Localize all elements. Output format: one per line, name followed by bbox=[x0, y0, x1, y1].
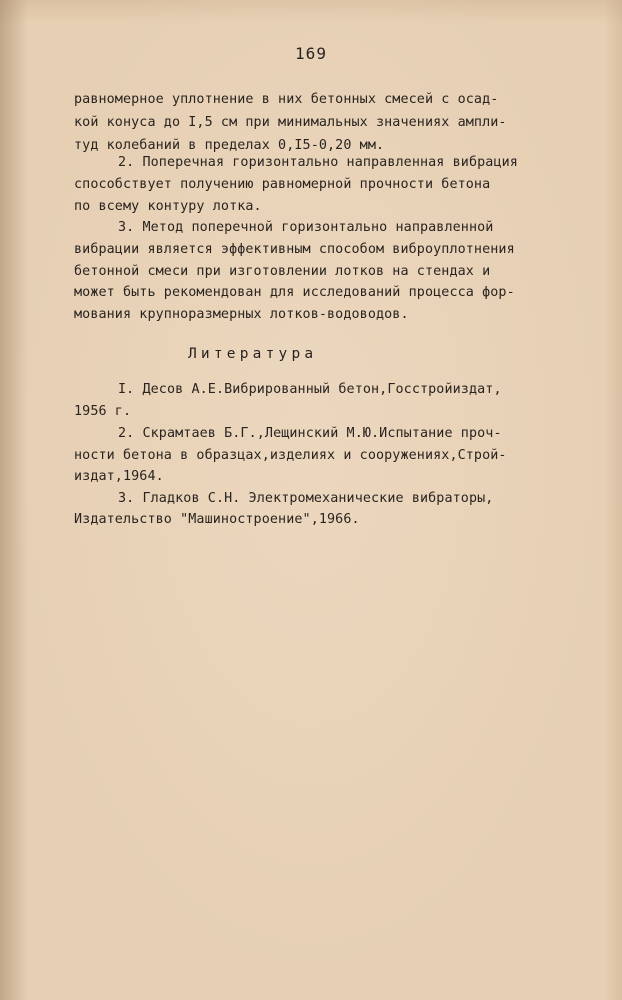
page-number: 169 bbox=[295, 44, 327, 63]
reference-line: 1956 г. bbox=[74, 404, 132, 419]
reference-line: 2. Скрамтаев Б.Г.,Лещинский М.Ю.Испытание проч- bbox=[118, 426, 502, 441]
reference-line: издат,1964. bbox=[74, 469, 164, 484]
body-line: 3. Метод поперечной горизонтально направленной bbox=[118, 220, 494, 235]
body-line: 2. Поперечная горизонтально направленная вибрация bbox=[118, 155, 518, 170]
body-line: кой конуса до I,5 см при минимальных значениях ампли- bbox=[74, 115, 507, 130]
body-line: туд колебаний в пределах 0,I5-0,20 мм. bbox=[74, 138, 385, 153]
body-line: мования крупноразмерных лотков-водоводов. bbox=[74, 307, 409, 322]
references-heading: Литература bbox=[188, 346, 318, 362]
body-line: бетонной смеси при изготовлении лотков на стендах и bbox=[74, 264, 491, 279]
body-line: равномерное уплотнение в них бетонных смесей с осад- bbox=[74, 92, 499, 107]
body-line: может быть рекомендован для исследований процесса фор- bbox=[74, 285, 515, 300]
reference-line: I. Десов А.Е.Вибрированный бетон,Госстройиздат, bbox=[118, 382, 502, 397]
body-line: по всему контуру лотка. bbox=[74, 199, 262, 214]
reference-line: 3. Гладков С.Н. Электромеханические вибраторы, bbox=[118, 491, 494, 506]
reference-line: ности бетона в образцах,изделиях и сооружениях,Строй- bbox=[74, 448, 507, 463]
body-line: способствует получению равномерной прочности бетона bbox=[74, 177, 491, 192]
reference-line: Издательство "Машиностроение",1966. bbox=[74, 512, 360, 527]
body-line: вибрации является эффективным способом виброуплотнения bbox=[74, 242, 515, 257]
